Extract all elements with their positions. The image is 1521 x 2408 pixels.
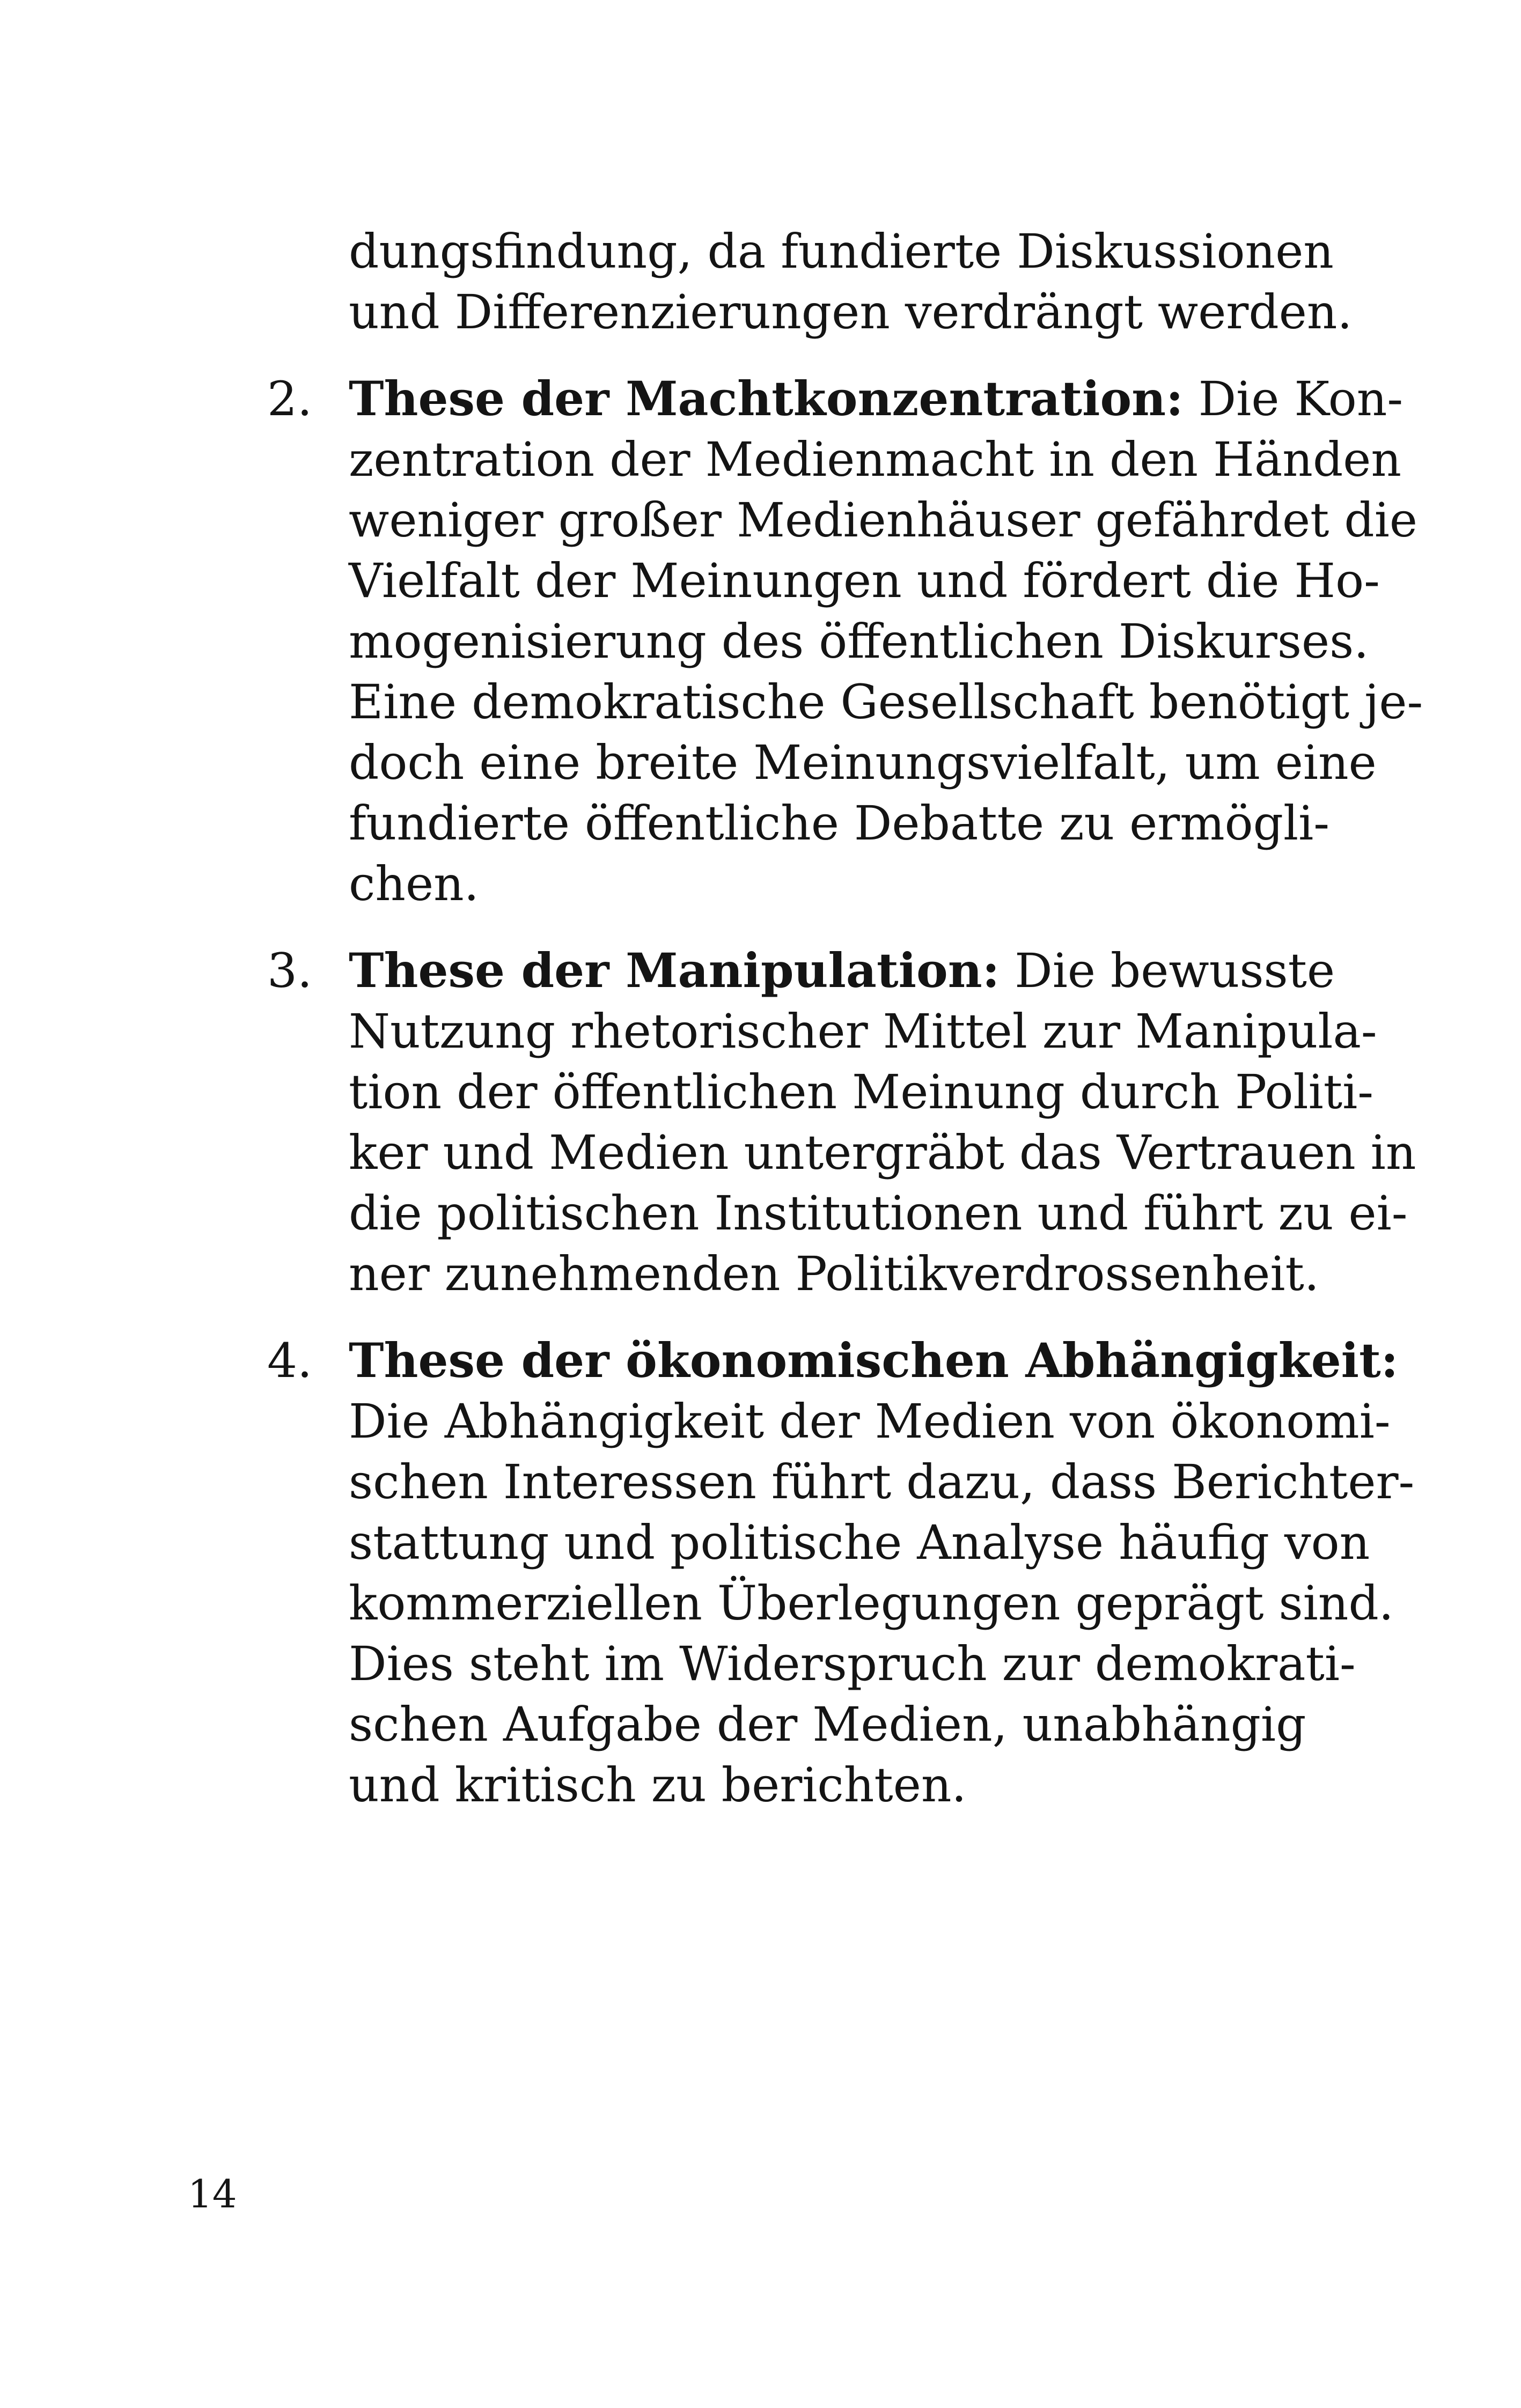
list-item-number: 4. xyxy=(267,1333,312,1388)
text-line xyxy=(349,940,1335,1001)
text-line: ner zunehmenden Politikverdrossenheit. xyxy=(349,1246,1319,1301)
text-line xyxy=(349,369,1404,429)
text-line xyxy=(349,1330,1399,1391)
text-line: weniger großer Medienhäuser gefährdet die xyxy=(349,492,1417,548)
continuation-paragraph xyxy=(349,221,1353,342)
text-line: und Differenzierungen verdrängt werden. xyxy=(349,284,1353,340)
text-line: Eine demokratische Gesellschaft benötigt je- xyxy=(349,674,1423,730)
page-number: 14 xyxy=(188,2171,237,2216)
list-item-text: Die bewusste xyxy=(1000,943,1335,998)
text-line: fundierte öffentliche Debatte zu ermögli- xyxy=(349,796,1330,851)
text-line: Dies steht im Widerspruch zur demokrati- xyxy=(349,1636,1356,1691)
text-line: die politischen Institutionen und führt zu ei- xyxy=(349,1185,1408,1241)
text-line: dungsfindung, da fundierte Diskussionen xyxy=(349,224,1334,279)
text-line: chen. xyxy=(349,856,479,911)
text-line: mogenisierung des öffentlichen Diskurses. xyxy=(349,614,1369,669)
text-line: schen Aufgabe der Medien, unabhängig xyxy=(349,1697,1306,1752)
text-line: tion der öffentlichen Meinung durch Politi- xyxy=(349,1064,1374,1120)
list-item-number: 2. xyxy=(267,371,312,426)
list-item-3 xyxy=(267,940,1416,1304)
text-line: und kritisch zu berichten. xyxy=(349,1757,967,1813)
list-item-text: Die Kon- xyxy=(1183,371,1404,426)
list-item-title: These der Manipulation: xyxy=(349,942,1000,998)
text-line: zentration der Medienmacht in den Händen xyxy=(349,432,1402,487)
text-line: schen Interessen führt dazu, dass Berichter- xyxy=(349,1454,1415,1509)
text-line: ker und Medien untergräbt das Vertrauen in xyxy=(349,1125,1416,1180)
text-line: stattung und politische Analyse häufig von xyxy=(349,1515,1370,1570)
main-text xyxy=(267,221,1423,1815)
text-line: Nutzung rhetorischer Mittel zur Manipula- xyxy=(349,1004,1377,1059)
list-item-title: These der Machtkonzentration: xyxy=(349,371,1184,426)
text-line: Die Abhängigkeit der Medien von ökonomi- xyxy=(349,1394,1391,1449)
text-line: kommerziellen Überlegungen geprägt sind. xyxy=(349,1575,1394,1631)
list-item-2 xyxy=(267,369,1423,914)
list-item-number: 3. xyxy=(267,943,312,998)
list-item-4 xyxy=(267,1330,1415,1815)
text-line: Vielfalt der Meinungen und fördert die Ho- xyxy=(349,553,1380,608)
text-line: doch eine breite Meinungsvielfalt, um eine xyxy=(349,735,1377,790)
list-item-title: These der ökonomischen Abhängigkeit: xyxy=(349,1332,1399,1388)
